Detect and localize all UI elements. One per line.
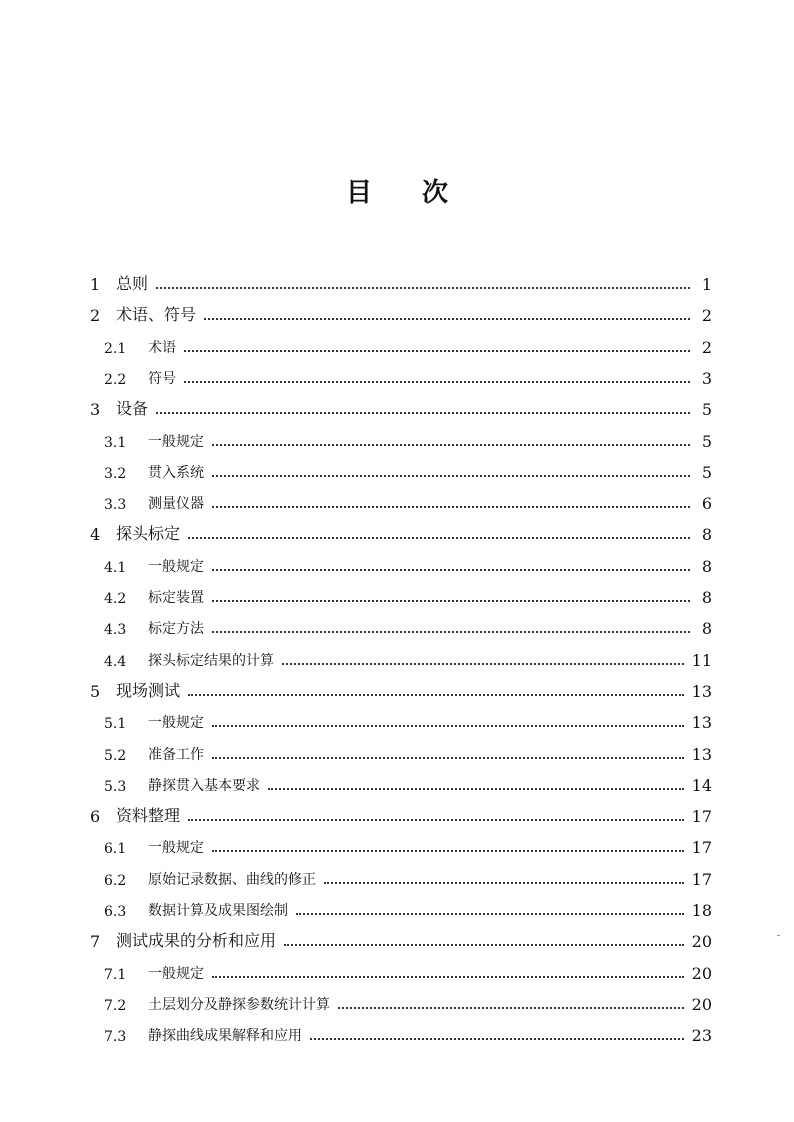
toc-entry-title: 静探曲线成果解释和应用 [148, 1028, 302, 1045]
toc-entry-title: 标定方法 [148, 621, 204, 638]
toc-entry[interactable] [104, 644, 712, 670]
toc-dot-leader [212, 506, 690, 508]
toc-dot-leader [212, 631, 690, 633]
scan-mark [777, 935, 780, 936]
toc-entry-number: 4.2 [104, 591, 127, 607]
toc-entry[interactable] [90, 800, 712, 826]
toc-entry-number: 4.4 [104, 653, 127, 670]
toc-entry[interactable] [104, 863, 712, 889]
toc-entry[interactable] [104, 957, 712, 983]
page-title-left: 目 [345, 178, 372, 208]
toc-entry-title: 一般规定 [148, 433, 204, 450]
toc-entry-number: 5.2 [104, 747, 127, 764]
toc-dot-leader [188, 819, 684, 821]
toc-dot-leader [212, 600, 690, 602]
toc-entry[interactable] [104, 894, 712, 920]
toc-entry-number: 7.1 [104, 966, 127, 983]
toc-entry-page: 5 [701, 400, 712, 420]
toc-entry-page: 20 [691, 994, 712, 1014]
toc-dot-leader [212, 976, 684, 978]
toc-entry[interactable] [104, 331, 712, 357]
toc-dot-leader [296, 913, 684, 915]
toc-entry-title: 一般规定 [148, 715, 204, 732]
toc-entry-page: 17 [691, 807, 712, 827]
toc-entry-number: 6.1 [104, 841, 127, 858]
toc-entry-number: 7.3 [104, 1029, 127, 1046]
toc-entry-number: 7 [90, 932, 101, 952]
toc-entry-page: 17 [691, 869, 712, 889]
toc-dot-leader [212, 725, 684, 727]
toc-entry-page: 8 [701, 588, 712, 607]
toc-entry-page: 6 [701, 494, 712, 514]
toc-entry-number: 3.3 [104, 497, 127, 514]
toc-entry-page: 20 [691, 932, 712, 952]
toc-entry-title: 设备 [116, 399, 149, 419]
toc-entry-page: 5 [701, 431, 712, 451]
toc-entry-title: 测量仪器 [148, 496, 204, 513]
toc-entry-page: 8 [701, 556, 712, 576]
toc-dot-leader [212, 444, 690, 446]
toc-entry[interactable] [90, 925, 712, 951]
toc-entry[interactable] [104, 487, 712, 513]
toc-entry-title: 一般规定 [148, 840, 204, 857]
toc-entry[interactable] [90, 268, 712, 294]
toc-entry[interactable] [90, 299, 712, 325]
toc-entry-number: 6.3 [104, 904, 127, 920]
toc-entry-number: 3.2 [104, 465, 127, 482]
toc-dot-leader [282, 663, 684, 665]
toc-entry-title: 一般规定 [148, 558, 204, 575]
toc-entry-page: 5 [701, 462, 712, 482]
toc-entry-number: 5.3 [104, 778, 127, 795]
toc-entry-page: 2 [701, 306, 712, 326]
toc-dot-leader [310, 1038, 684, 1040]
toc-entry-page: 18 [691, 901, 712, 920]
toc-entry-number: 6.2 [104, 872, 127, 889]
toc-entry-title: 资料整理 [116, 806, 181, 826]
toc-entry-title: 总则 [116, 274, 149, 293]
toc-entry-number: 3.1 [104, 434, 127, 451]
toc-entry-page: 8 [701, 525, 712, 545]
toc-entry[interactable] [104, 425, 712, 451]
toc-entry-number: 4.3 [104, 622, 127, 639]
toc-entry-number: 2.1 [104, 340, 127, 357]
toc-entry[interactable] [104, 706, 712, 732]
toc-entry-title: 一般规定 [148, 965, 204, 982]
toc-entry-number: 2 [90, 306, 101, 326]
toc-entry-page: 3 [701, 368, 712, 388]
toc-dot-leader [338, 1007, 684, 1009]
toc-entry-page: 13 [691, 744, 712, 764]
toc-entry-page: 11 [691, 650, 712, 670]
toc-entry[interactable] [104, 769, 712, 795]
toc-entry-page: 23 [691, 1026, 712, 1046]
toc-dot-leader [212, 569, 690, 571]
toc-entry-title: 探头标定 [116, 524, 181, 544]
toc-dot-leader [188, 694, 684, 696]
toc-entry-title: 准备工作 [148, 746, 204, 763]
toc-entry-title: 标定装置 [148, 590, 204, 606]
toc-entry-title: 静探贯入基本要求 [148, 777, 260, 794]
toc-dot-leader [156, 412, 690, 414]
toc-entry-number: 4.1 [104, 559, 127, 576]
toc-dot-leader [212, 475, 690, 477]
toc-entry-number: 5.1 [104, 716, 127, 733]
page-title-right: 次 [422, 178, 449, 208]
toc-entry-page: 1 [701, 275, 712, 294]
toc-entry-number: 1 [90, 275, 101, 294]
toc-entry-title: 符号 [148, 370, 176, 387]
toc-dot-leader [268, 788, 684, 790]
toc-entry[interactable] [104, 1019, 712, 1045]
toc-dot-leader [284, 944, 684, 946]
toc-entry[interactable] [104, 612, 712, 638]
toc-entry-page: 13 [691, 713, 712, 733]
page-title [0, 172, 794, 209]
toc-entry-page: 13 [691, 681, 712, 701]
toc-entry-title: 现场测试 [116, 680, 181, 700]
toc-entry-number: 7.2 [104, 997, 127, 1014]
toc-entry[interactable] [104, 362, 712, 388]
toc-dot-leader [324, 882, 684, 884]
toc-dot-leader [212, 850, 684, 852]
toc-entry[interactable] [90, 393, 712, 419]
toc-entry-title: 测试成果的分析和应用 [116, 931, 277, 951]
toc-entry-title: 数据计算及成果图绘制 [148, 903, 288, 919]
toc-entry-title: 术语、符号 [116, 305, 197, 325]
toc-entry-page: 17 [691, 838, 712, 858]
toc-dot-leader [156, 287, 690, 289]
toc-entry-number: 3 [90, 400, 101, 420]
toc-entry-title: 探头标定结果的计算 [148, 652, 274, 669]
toc-entry-number: 4 [90, 525, 101, 545]
toc-entry-page: 2 [701, 337, 712, 357]
toc-dot-leader [184, 350, 690, 352]
toc-entry-page: 8 [701, 619, 712, 639]
toc-entry-page: 14 [691, 775, 712, 795]
toc-entry[interactable] [104, 581, 712, 607]
toc-entry[interactable] [104, 738, 712, 764]
toc-dot-leader [188, 537, 690, 539]
toc-entry[interactable] [104, 988, 712, 1014]
toc-entry[interactable] [90, 675, 712, 701]
toc-dot-leader [204, 318, 690, 320]
toc-dot-leader [212, 757, 684, 759]
toc-entry-title: 原始记录数据、曲线的修正 [148, 871, 316, 888]
toc-entry-page: 20 [691, 963, 712, 983]
toc-dot-leader [184, 381, 690, 383]
toc-entry-title: 术语 [148, 339, 176, 356]
toc-entry-number: 5 [90, 681, 101, 701]
toc-entry[interactable] [104, 550, 712, 576]
toc-entry-title: 贯入系统 [148, 464, 204, 481]
toc-entry[interactable] [104, 456, 712, 482]
toc-entry-number: 2.2 [104, 371, 127, 388]
toc-entry-title: 土层划分及静探参数统计计算 [148, 996, 330, 1013]
toc-entry-number: 6 [90, 807, 101, 827]
toc-entry[interactable] [90, 518, 712, 544]
toc-entry[interactable] [104, 831, 712, 857]
